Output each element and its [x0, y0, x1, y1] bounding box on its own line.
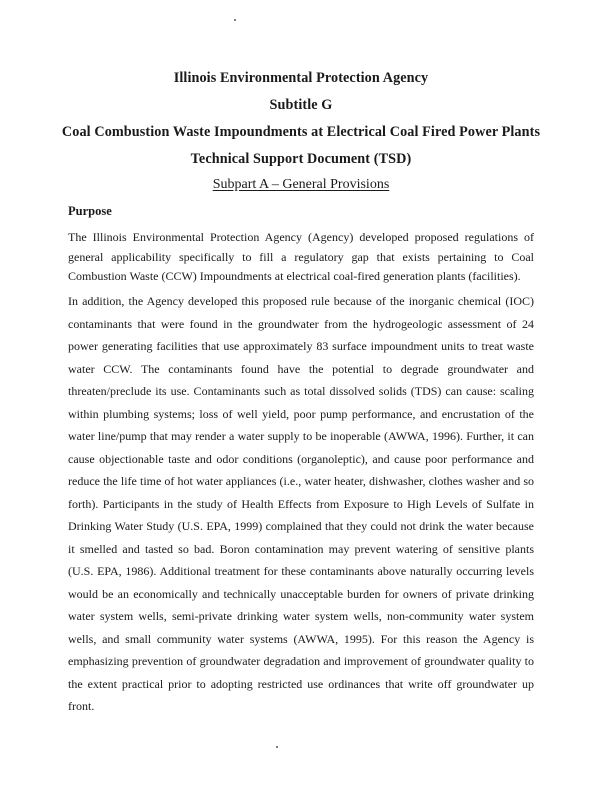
text-line: (U.S. EPA, 1986). Additional treatment for these contaminants above naturally occurring levels: [68, 564, 534, 578]
text-line: cause objectionable taste and odor conditions (organoleptic), and cause poor performance and: [68, 452, 534, 466]
document-main-title: Coal Combustion Waste Impoundments at Electrical Coal Fired Power Plants: [61, 124, 541, 140]
scan-speck-bottom: [276, 746, 278, 748]
text-line: wells, and small community water systems (AWWA, 1995). For this reason the Agency is: [68, 632, 534, 646]
text-line: general applicability specifically to fill a regulatory gap that exists pertaining to Coal: [68, 250, 534, 264]
text-line: Combustion Waste (CCW) Impoundments at electrical coal-fired generation plants (facilities).: [68, 269, 521, 283]
text-line: reduce the life time of hot water appliances (i.e., water heater, dishwasher, clothes washer and so: [68, 474, 534, 488]
text-line: water CCW. The contaminants found have the potential to degrade groundwater and: [68, 362, 534, 376]
text-line: water system wells, semi-private drinking water system wells, non-community water system: [68, 609, 534, 623]
text-line: the extent practical prior to adopting restricted use ordinances that write off groundwater up: [68, 677, 534, 691]
text-line: forth). Participants in the study of Health Effects from Exposure to High Levels of Sulfate in: [68, 497, 534, 511]
text-line: The Illinois Environmental Protection Agency (Agency) developed proposed regulations of: [68, 230, 534, 244]
text-line: front.: [68, 699, 95, 713]
text-line: it smelled and tasted so bad. Boron contamination may prevent watering of sensitive plants: [68, 542, 534, 556]
text-line: power generating facilities that use approximately 83 surface impoundment units to treat waste: [68, 339, 534, 353]
text-line: threaten/preclude its use. Contaminants such as total dissolved solids (TDS) can cause: scaling: [68, 384, 534, 398]
subpart-heading: Subpart A – General Provisions: [212, 177, 390, 192]
text-line: water line/pump that may render a water supply to be inoperable (AWWA, 1996). Further, it can: [68, 429, 534, 443]
text-line: would be an economically and technically unacceptable burden for owners of private drinking: [68, 587, 534, 601]
text-line: Drinking Water Study (U.S. EPA, 1999) complained that they could not drink the water because: [68, 519, 534, 533]
text-line: contaminants that were found in the groundwater from the hydrogeologic assessment of 24: [68, 317, 534, 331]
text-line: In addition, the Agency developed this proposed rule because of the inorganic chemical (IOC): [68, 294, 534, 308]
scan-speck-top: [234, 19, 236, 21]
text-line: emphasizing prevention of groundwater degradation and improvement of groundwater quality to: [68, 654, 534, 668]
subtitle-title: Subtitle G: [269, 97, 333, 113]
tsd-title: Technical Support Document (TSD): [190, 151, 412, 167]
agency-title: Illinois Environmental Protection Agency: [173, 70, 429, 86]
text-line: within plumbing systems; loss of well yield, poor pump performance, and encrustation of the: [68, 407, 534, 421]
purpose-heading: Purpose: [68, 204, 112, 218]
